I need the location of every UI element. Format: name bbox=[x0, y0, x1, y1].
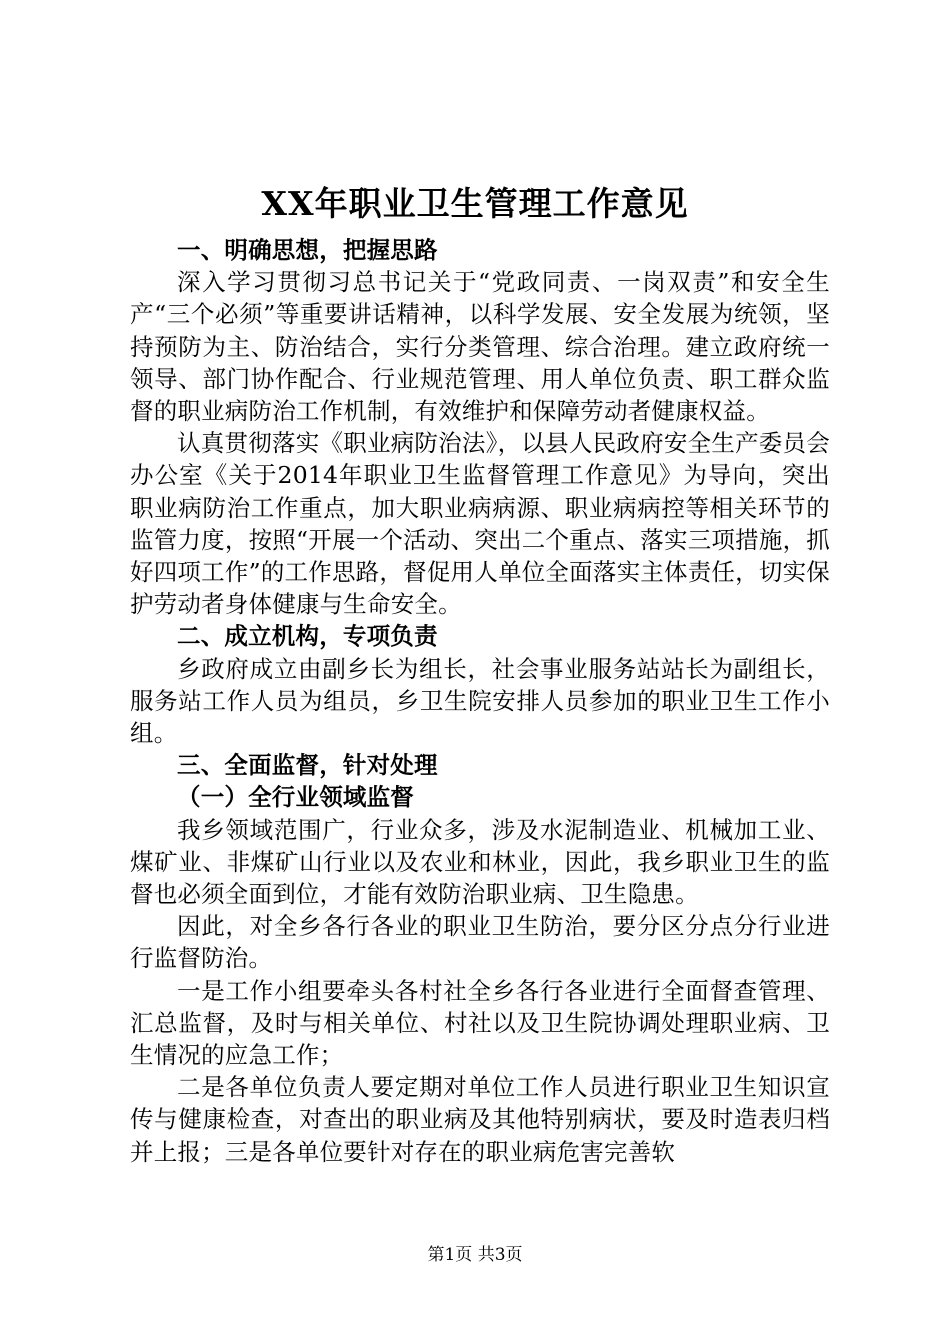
paragraph-2: 认真贯彻落实《职业病防治法》，以县人民政府安全生产委员会办公室《关于2014年职业卫生监督管理工作意见》为导向，突出职业病防治工作重点，加大职业病病源、职业病病控等相关环节的监管力度，按照“开展一个活动、突出二个重点、落实三项措施，抓好四项工作”的工作思路，督促用人单位全面落实主体责任，切实保护劳动者身体健康与生命安全。 bbox=[130, 429, 830, 619]
paragraph-4: 我乡领域范围广，行业众多，涉及水泥制造业、机械加工业、煤矿业、非煤矿山行业以及农业和林业，因此，我乡职业卫生的监督也必须全面到位，才能有效防治职业病、卫生隐患。 bbox=[130, 815, 830, 909]
section-heading-2: 二、成立机构，专项负责 bbox=[177, 622, 438, 651]
paragraph-3: 乡政府成立由副乡长为组长，社会事业服务站站长为副组长，服务站工作人员为组员，乡卫生院安排人员参加的职业卫生工作小组。 bbox=[130, 654, 830, 748]
paragraph-1: 深入学习贯彻习总书记关于“党政同责、一岗双责”和安全生产“三个必须”等重要讲话精神，以科学发展、安全发展为统领，坚持预防为主、防治结合，实行分类管理、综合治理。建立政府统一领导、部门协作配合、行业规范管理、用人单位负责、职工群众监督的职业病防治工作机制，有效维护和保障劳动者健康权益。 bbox=[130, 268, 830, 426]
page-footer: 第1页 共3页 bbox=[427, 1245, 523, 1265]
section-heading-1: 一、明确思想，把握思路 bbox=[177, 236, 438, 264]
subsection-heading-1: （一）全行业领域监督 bbox=[177, 783, 414, 812]
document-body bbox=[130, 234, 830, 1168]
document-title: XX年职业卫生管理工作意见 bbox=[261, 184, 689, 223]
paragraph-6: 一是工作小组要牵头各村社全乡各行各业进行全面督查管理、汇总监督，及时与相关单位、村社以及卫生院协调处理职业病、卫生情况的应急工作； bbox=[130, 976, 830, 1070]
section-heading-3: 三、全面监督，针对处理 bbox=[177, 751, 438, 780]
paragraph-7: 二是各单位负责人要定期对单位工作人员进行职业卫生知识宣传与健康检查，对查出的职业病及其他特别病状，要及时造表归档并上报；三是各单位要针对存在的职业病危害完善软 bbox=[130, 1073, 830, 1166]
paragraph-5: 因此，对全乡各行各业的职业卫生防治，要分区分点分行业进行监督防治。 bbox=[130, 912, 830, 973]
